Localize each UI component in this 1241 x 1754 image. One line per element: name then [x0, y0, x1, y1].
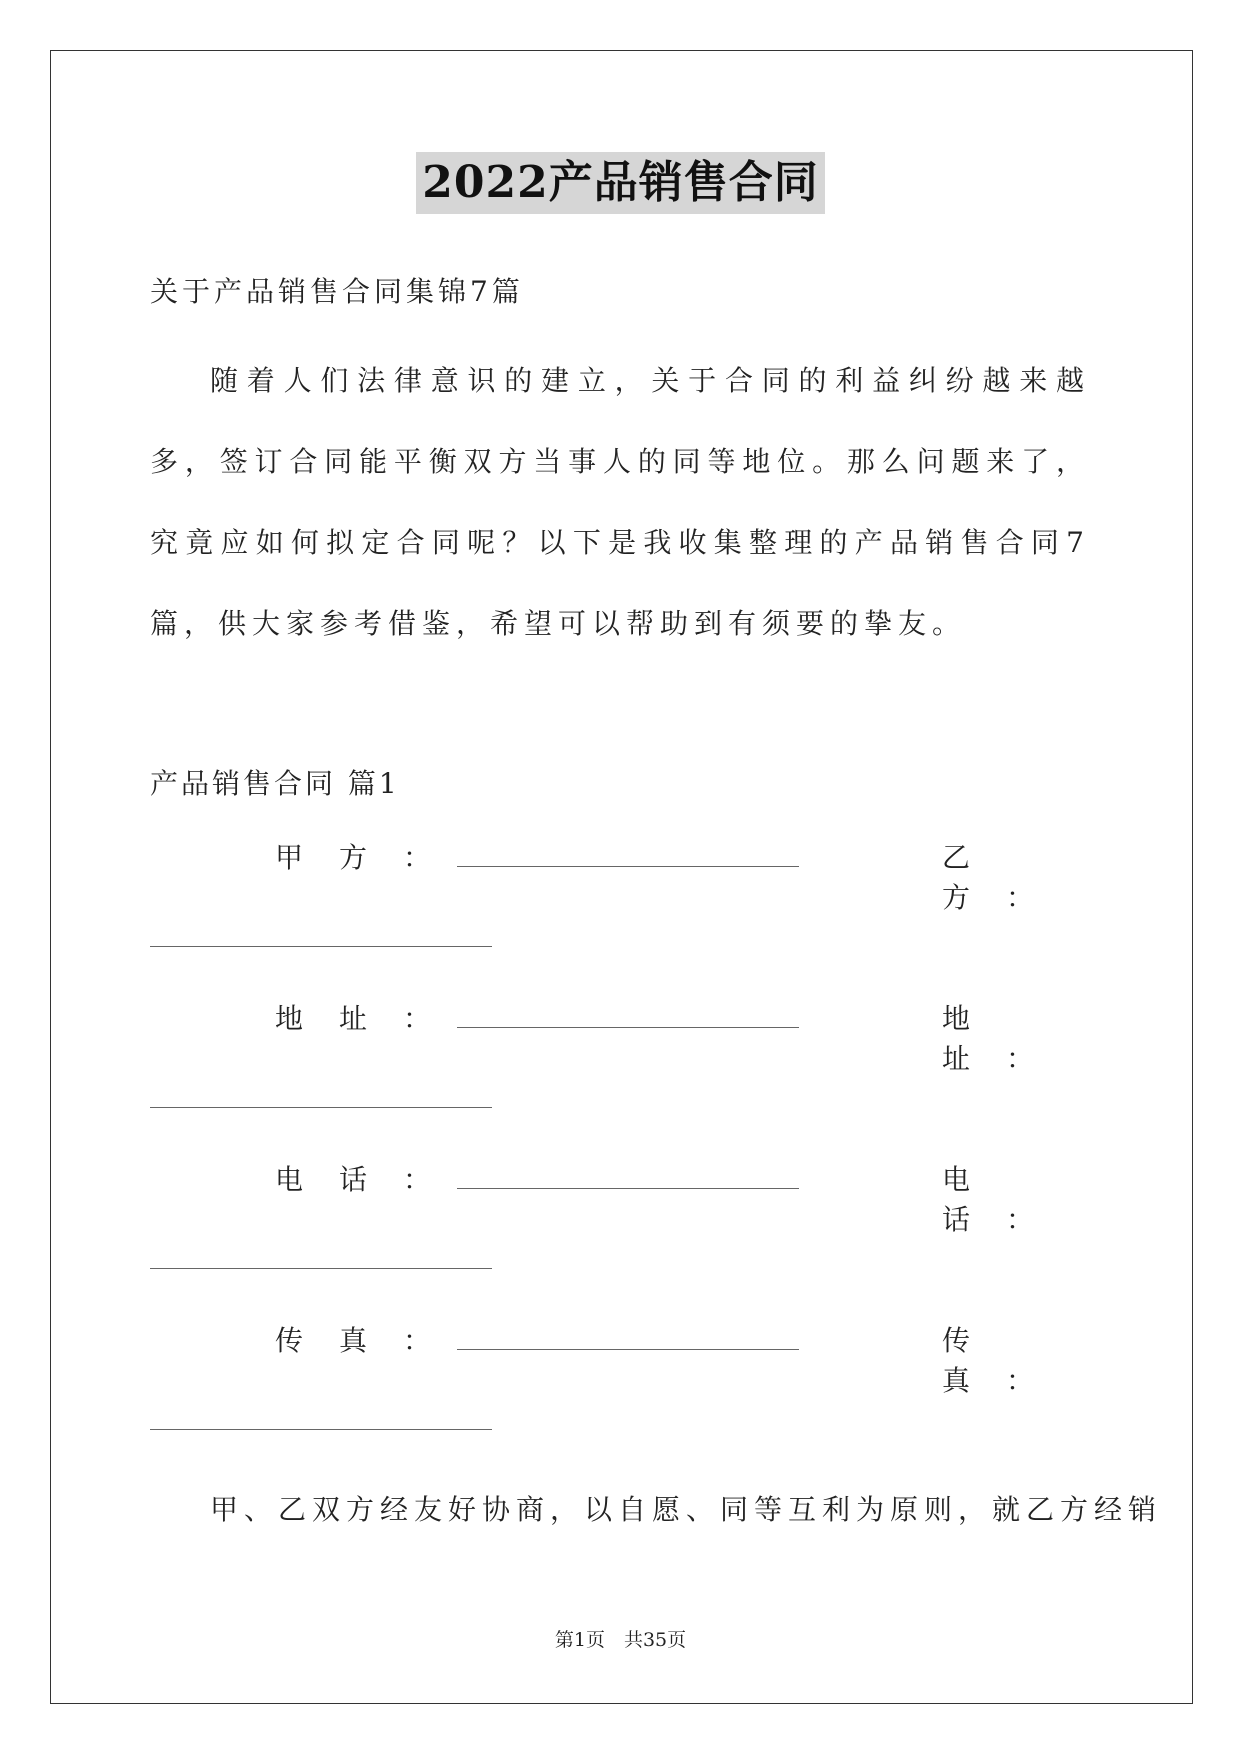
intro-paragraph: 随着人们法律意识的建立，关于合同的利益纠纷越来越多，签订合同能平衡双方当事人的同等地位。那么问题来了，究竟应如何拟定合同呢？以下是我收集整理的产品销售合同7篇，供大家参考借鉴，希望可以帮助到有须要的挚友。 [150, 364, 1090, 640]
closing-paragraph: 甲、乙双方经友好协商，以自愿、同等互利为原则，就乙方经销 [210, 1493, 1163, 1526]
party-b-address-label: 地址： [942, 1002, 1071, 1075]
party-b-phone-label: 电话： [942, 1163, 1071, 1236]
party-a-fax-blank [457, 1349, 799, 1350]
party-a-name-blank [457, 866, 799, 867]
party-b-address-blank [150, 1107, 492, 1108]
page-footer: 第1页 共35页 [554, 1629, 687, 1651]
field-row-name [150, 836, 1090, 914]
party-a-phone-blank [457, 1188, 799, 1189]
party-a-address-blank [457, 1027, 799, 1028]
party-a-fax-label: 传真： [275, 1324, 468, 1357]
section-title: 产品销售合同 篇1 [150, 767, 400, 800]
field-row-phone [150, 1158, 1090, 1236]
party-a-phone-label: 电话： [275, 1163, 468, 1196]
field-row-fax [150, 1319, 1090, 1397]
party-b-fax-label: 传真： [942, 1324, 1071, 1397]
document-title: 2022产品销售合同 [416, 152, 824, 214]
party-b-fax-blank [150, 1429, 492, 1430]
party-a-address-label: 地址： [275, 1002, 468, 1035]
party-b-name-label: 乙方： [942, 841, 1071, 914]
field-row-address [150, 997, 1090, 1075]
title-container [0, 152, 1241, 214]
party-b-phone-blank [150, 1268, 492, 1269]
document-subtitle: 关于产品销售合同集锦7篇 [150, 275, 524, 308]
party-b-name-blank [150, 946, 492, 947]
party-a-name-label: 甲方： [275, 841, 468, 874]
